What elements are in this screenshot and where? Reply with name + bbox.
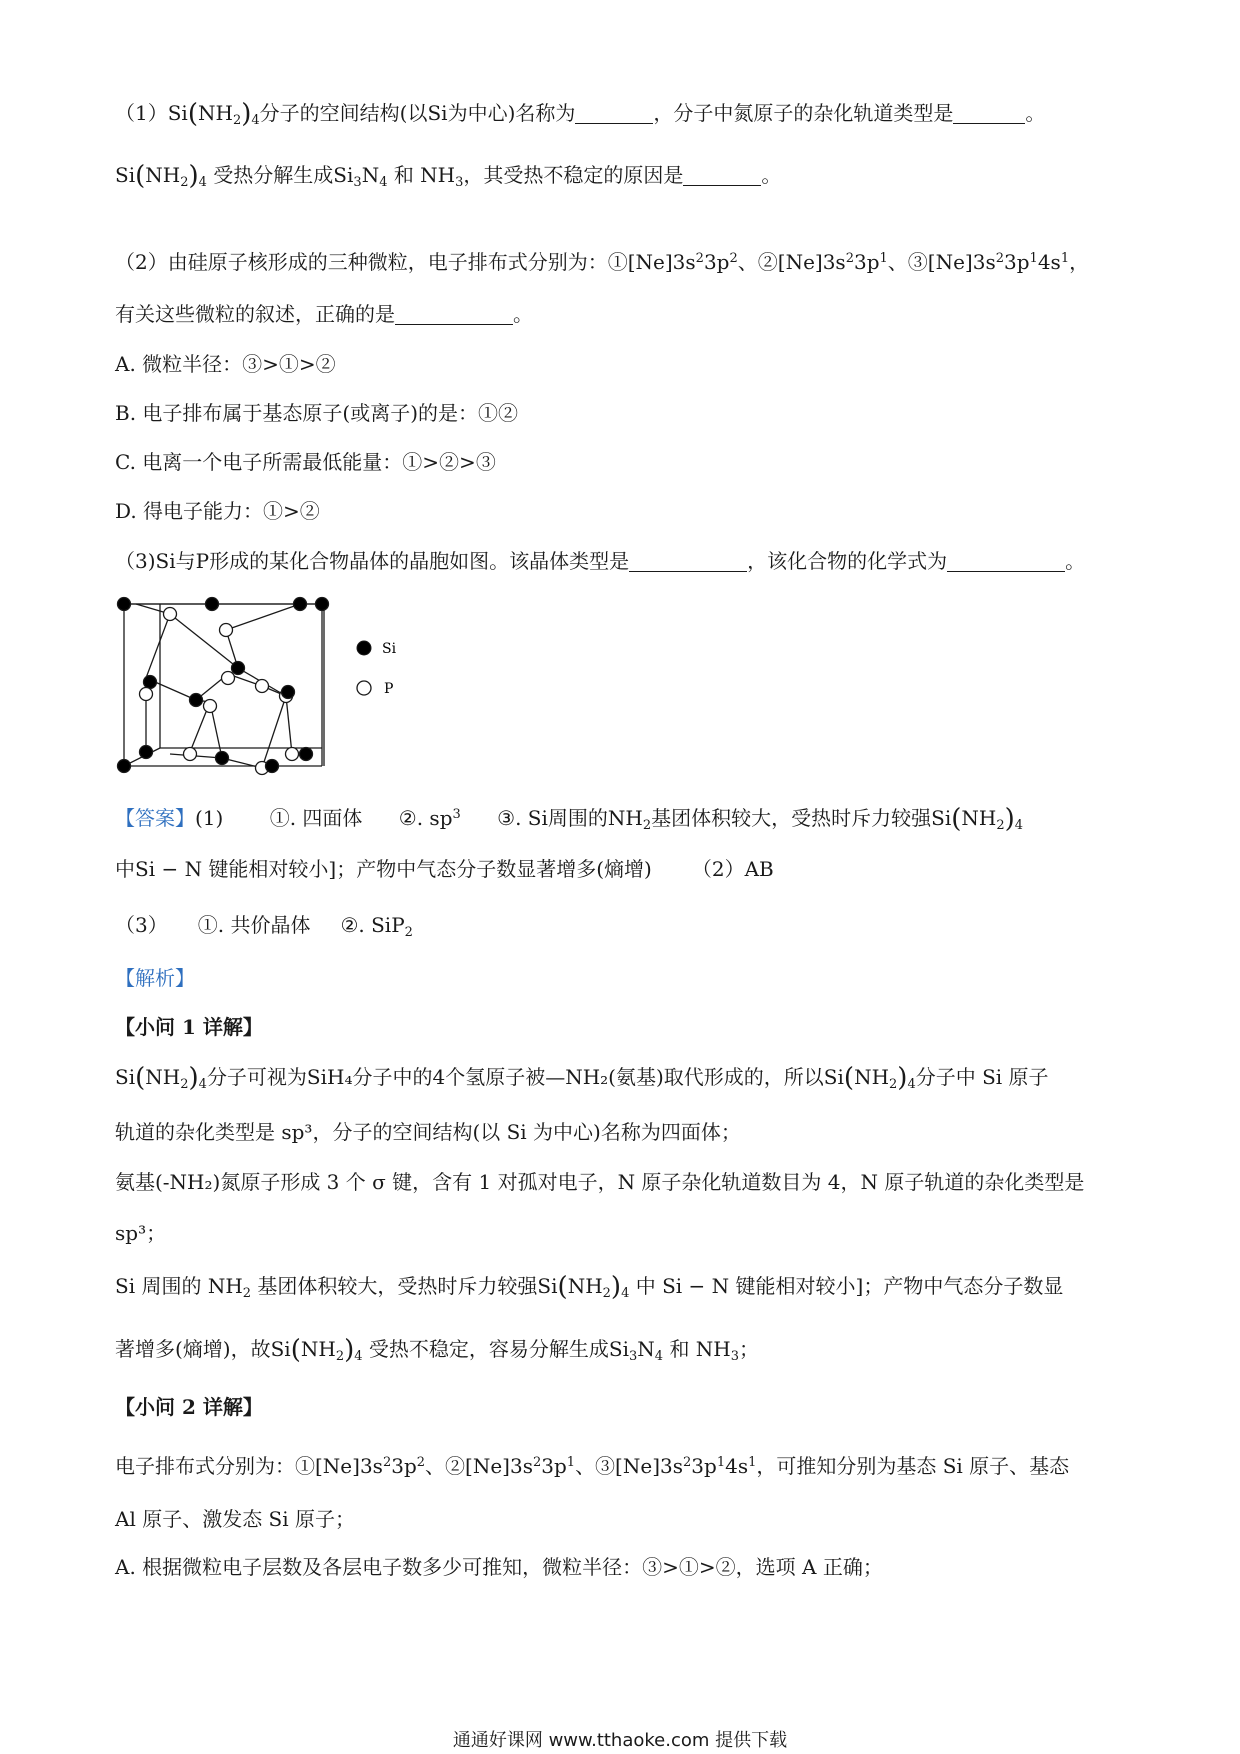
legend-si-dot [357, 641, 371, 655]
analysis-p2: 轨道的杂化类型是 sp³，分子的空间结构(以 Si 为中心)名称为四面体； [115, 1120, 741, 1144]
answer-line3: （3） ①. 共价晶体 ②. SiP$_2$ [115, 913, 413, 940]
analysis-label: 【解析】 [115, 966, 195, 990]
option-d: D. 得电子能力：①>② [115, 499, 320, 523]
blank-4 [395, 302, 513, 325]
analysis-p7: 电子排布式分别为：$①[Ne]3s^23p^2$、$②[Ne]3s^23p^1$、$③[Ne]3s^23p^14s^1$，可推知分别为基态 Si 原子、基态 [115, 1454, 1070, 1478]
sub1-title: 【小问 1 详解】 [115, 1015, 263, 1039]
q2-line2: 有关这些微粒的叙述，正确的是 。 [115, 302, 533, 326]
option-a: A. 微粒半径：③>①>② [115, 352, 336, 376]
answer-label: 【答案】 [115, 806, 195, 830]
q1-line1: $(1)Si(NH_2)_4$分子的空间结构(以Si为中心)名称为 ，分子中氮原子的杂化轨道类型是 。 [115, 99, 1046, 129]
answer-line2: 中Si − N 键能相对较小]；产物中气态分子数显著增多(熵增) （2）AB [115, 857, 774, 881]
answer-line1: 【答案】(1) ①. 四面体 ②. $sp^3$ ③. Si周围的$NH_2$基团体积较大，受热时斥力较强$Si(NH_2)_4$ [115, 804, 1024, 834]
blank-3 [683, 163, 761, 186]
legend-p-label: P [384, 681, 394, 697]
analysis-p4: sp³； [115, 1221, 167, 1245]
option-c: C. 电离一个电子所需最低能量：①>②>③ [115, 450, 496, 474]
option-b: B. 电子排布属于基态原子(或离子)的是：①② [115, 401, 519, 425]
footer: 通通好课网 www.tthaoke.com 提供下载 [452, 1730, 788, 1751]
analysis-p1: $Si(NH_2)_4$分子可视为SiH₄分子中的4个氢原子被—NH₂(氨基)取代形成的，所以$Si(NH_2)_4$分子中 Si 原子 [115, 1063, 1049, 1093]
analysis-p3: 氨基(-NH₂)氮原子形成 3 个 σ 键，含有 1 对孤对电子，N 原子杂化轨道数目为 4，N 原子轨道的杂化类型是 [115, 1170, 1085, 1194]
blank-5 [629, 549, 747, 572]
q1-line2: $Si(NH_2)_4$ 受热分解生成$Si_3N_4$ 和 $NH_3$，其受热不稳定的原因是 。 [115, 161, 782, 191]
sub2-title: 【小问 2 详解】 [115, 1395, 263, 1419]
blank-6 [947, 549, 1065, 572]
analysis-p5: Si 周围的 $NH_2$ 基团体积较大，受热时斥力较强$Si(NH_2)_4$ 中 Si − N 键能相对较小]；产物中气态分子数显 [115, 1272, 1064, 1302]
analysis-p8: Al 原子、激发态 Si 原子； [115, 1507, 356, 1531]
analysis-p6: 著增多(熵增)，故$Si(NH_2)_4$ 受热不稳定，容易分解生成$Si_3N_4$ 和 $NH_3$； [115, 1335, 760, 1365]
q2-line1: （2）由硅原子核形成的三种微粒，电子排布式分别为：$①[Ne]3s^23p^2$、$②[Ne]3s^23p^1$、$③[Ne]3s^23p^14s^1$， [115, 250, 1090, 274]
q3-line: （3)Si与P形成的某化合物晶体的晶胞如图。该晶体类型是 ，该化合物的化学式为 。 [115, 549, 1086, 573]
crystal-cell-figure [110, 592, 410, 782]
blank-2 [953, 101, 1025, 124]
legend-si-label: Si [382, 641, 397, 657]
analysis-p9: A. 根据微粒电子层数及各层电子数多少可推知，微粒半径：③>①>②，选项 A 正确； [115, 1555, 883, 1579]
legend-p-dot [357, 681, 371, 695]
blank-1 [575, 101, 653, 124]
